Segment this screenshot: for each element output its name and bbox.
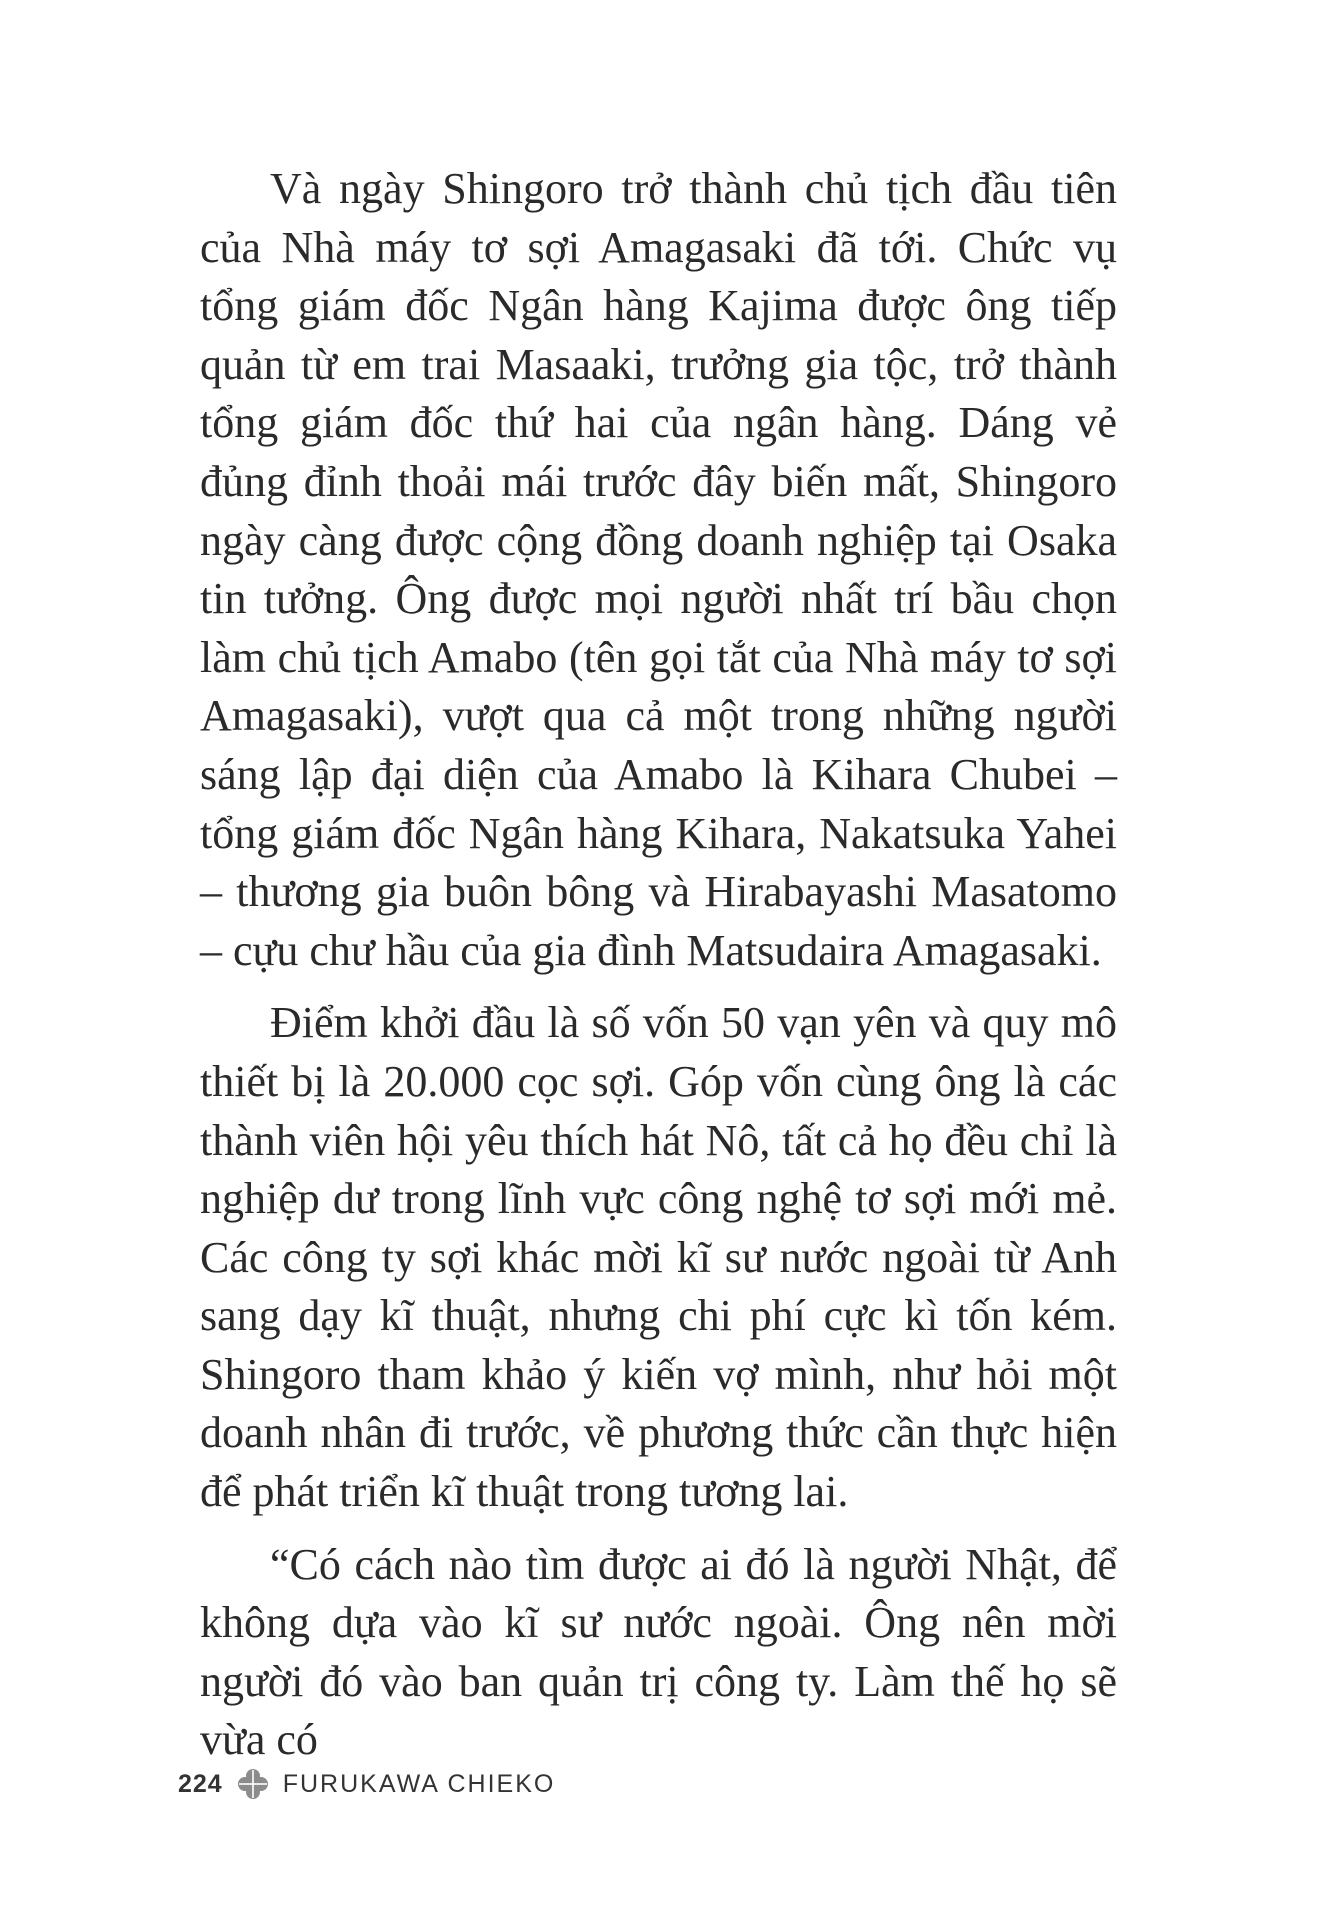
page-footer <box>178 1764 555 1804</box>
author-name: FURUKAWA CHIEKO <box>282 1769 556 1798</box>
paragraph-2: Điểm khởi đầu là số vốn 50 vạn yên và quy mô thiết bị là 20.000 cọc sợi. Góp vốn cùng ông là các thành viên hội yêu thích hát Nô, tất cả họ đều chỉ là nghiệp dư trong lĩnh vực công nghệ tơ sợi mới mẻ. Các công ty sợi khác mời kĩ sư nước ngoài từ Anh sang dạy kĩ thuật, nhưng chi phí cực kì tốn kém. Shingoro tham khảo ý kiến vợ mình, như hỏi một doanh nhân đi trước, về phương thức cần thực hiện để phát triển kĩ thuật trong tương lai. <box>200 998 1117 1517</box>
paragraph-1: Và ngày Shingoro trở thành chủ tịch đầu tiên của Nhà máy tơ sợi Amagasaki đã tới. Chức vụ tổng giám đốc Ngân hàng Kajima được ông tiếp quản từ em trai Masaaki, trưởng gia tộc, trở thành tổng giám đốc thứ hai của ngân hàng. Dáng vẻ đủng đỉnh thoải mái trước đây biến mất, Shingoro ngày càng được cộng đồng doanh nghiệp tại Osaka tin tưởng. Ông được mọi người nhất trí bầu chọn làm chủ tịch Amabo (tên gọi tắt của Nhà máy tơ sợi Amagasaki), vượt qua cả một trong những người sáng lập đại diện của Amabo là Kihara Chubei – tổng giám đốc Ngân hàng Kihara, Nakatsuka Yahei – thương gia buôn bông và Hirabayashi Masatomo – cựu chư hầu của gia đình Matsudaira Amagasaki. <box>200 164 1117 975</box>
clover-icon <box>235 1766 271 1802</box>
paragraph-3: “Có cách nào tìm được ai đó là người Nhật, để không dựa vào kĩ sư nước ngoài. Ông nên mời người đó vào ban quản trị công ty. Làm thế họ sẽ vừa có <box>200 1539 1117 1765</box>
page-number: 224 <box>178 1769 223 1798</box>
body-text <box>200 160 1117 1770</box>
